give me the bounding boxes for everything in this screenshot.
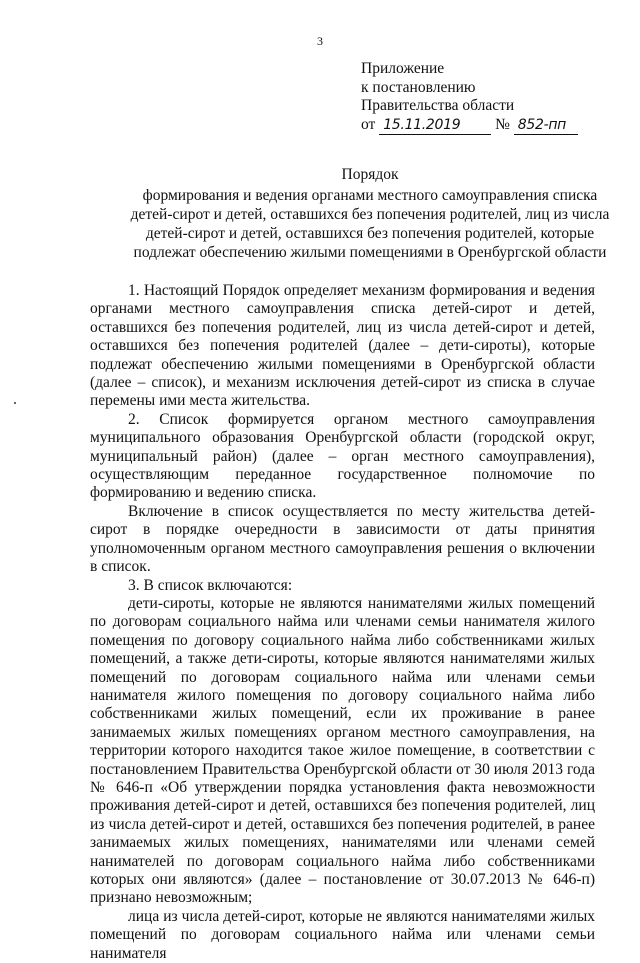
appendix-line-3: Правительства области <box>361 97 515 114</box>
title-subtitle: формирования и ведения органами местного самоуправления списка детей-сирот и детей, оставшихся без попечения родителей, лиц из числа детей-сирот и детей, оставшихся без попечения родителей, которые подлежат обеспечению жилыми помещениями в Оренбургской области <box>130 187 610 261</box>
paragraph-2: 2. Список формируется органом местного самоуправления муниципального образования Оренбургской области (городской округ, муниципальный район) (далее – орган местного самоуправления), осуществляющим переданное государственное полномочие по формированию и ведению списка. <box>90 410 595 502</box>
appendix-date-line <box>361 116 578 136</box>
appendix-line-2: к постановлению <box>361 78 476 96</box>
margin-dot <box>14 402 16 404</box>
paragraph-4: 3. В список включаются: <box>128 576 293 594</box>
document-title <box>120 165 620 262</box>
paragraph-6: лица из числа детей-сирот, которые не являются нанимателями жилых помещений по договорам социального найма или членами семьи нанимателя <box>90 907 595 962</box>
number-prefix: № <box>495 115 510 133</box>
handwritten-number: 852-пп <box>514 116 578 136</box>
document-body <box>90 282 595 963</box>
appendix-block <box>361 60 578 135</box>
page-number: 3 <box>317 34 323 48</box>
paragraph-1: 1. Настоящий Порядок определяет механизм формирования и ведения органами местного самоуправления списка детей-сирот и детей, оставшихся без попечения родителей, лиц из числа детей-сирот и детей, оставшихся без попечения родителей (далее – дети-сироты), которые подлежат обеспечению жилыми помещениями в Оренбургской области (далее – список), и механизм исключения детей-сирот из списка в случае перемены ими места жительства. <box>90 282 595 410</box>
paragraph-5: дети-сироты, которые не являются нанимателями жилых помещений по договорам социального найма или членами семьи нанимателя жилого помещения по договору социального найма либо собственниками жилых помещений, а также дети-сироты, которые являются нанимателями жилых помещений по договорам социального найма или членами семьи нанимателя жилого помещения по договору социального найма либо собственниками жилых помещений, если их проживание в ранее занимаемых жилых помещениях органом местного самоуправления, на территории которого находится такое жилое помещение, в соответствии с постановлением Правительства Оренбургской области от 30 июля 2013 года № 646-п «Об утверждении порядка установления факта невозможности проживания детей-сирот и детей, оставшихся без попечения родителей, лиц из числа детей-сирот и детей, оставшихся без попечения родителей, в ранее занимаемых жилых помещениях, нанимателями или членами семей нанимателей по договорам социального найма либо собственниками которых они являются» (далее – постановление от 30.07.2013 № 646-п) признано невозможным; <box>90 594 595 907</box>
title-heading: Порядок <box>341 166 399 183</box>
handwritten-date: 15.11.2019 <box>379 116 491 136</box>
date-prefix: от <box>361 115 376 133</box>
paragraph-3: Включение в список осуществляется по месту жительства детей-сирот в порядке очередности в зависимости от даты принятия уполномоченным органом местного самоуправления решения о включении в список. <box>90 502 595 576</box>
appendix-line-1: Приложение <box>361 60 445 77</box>
